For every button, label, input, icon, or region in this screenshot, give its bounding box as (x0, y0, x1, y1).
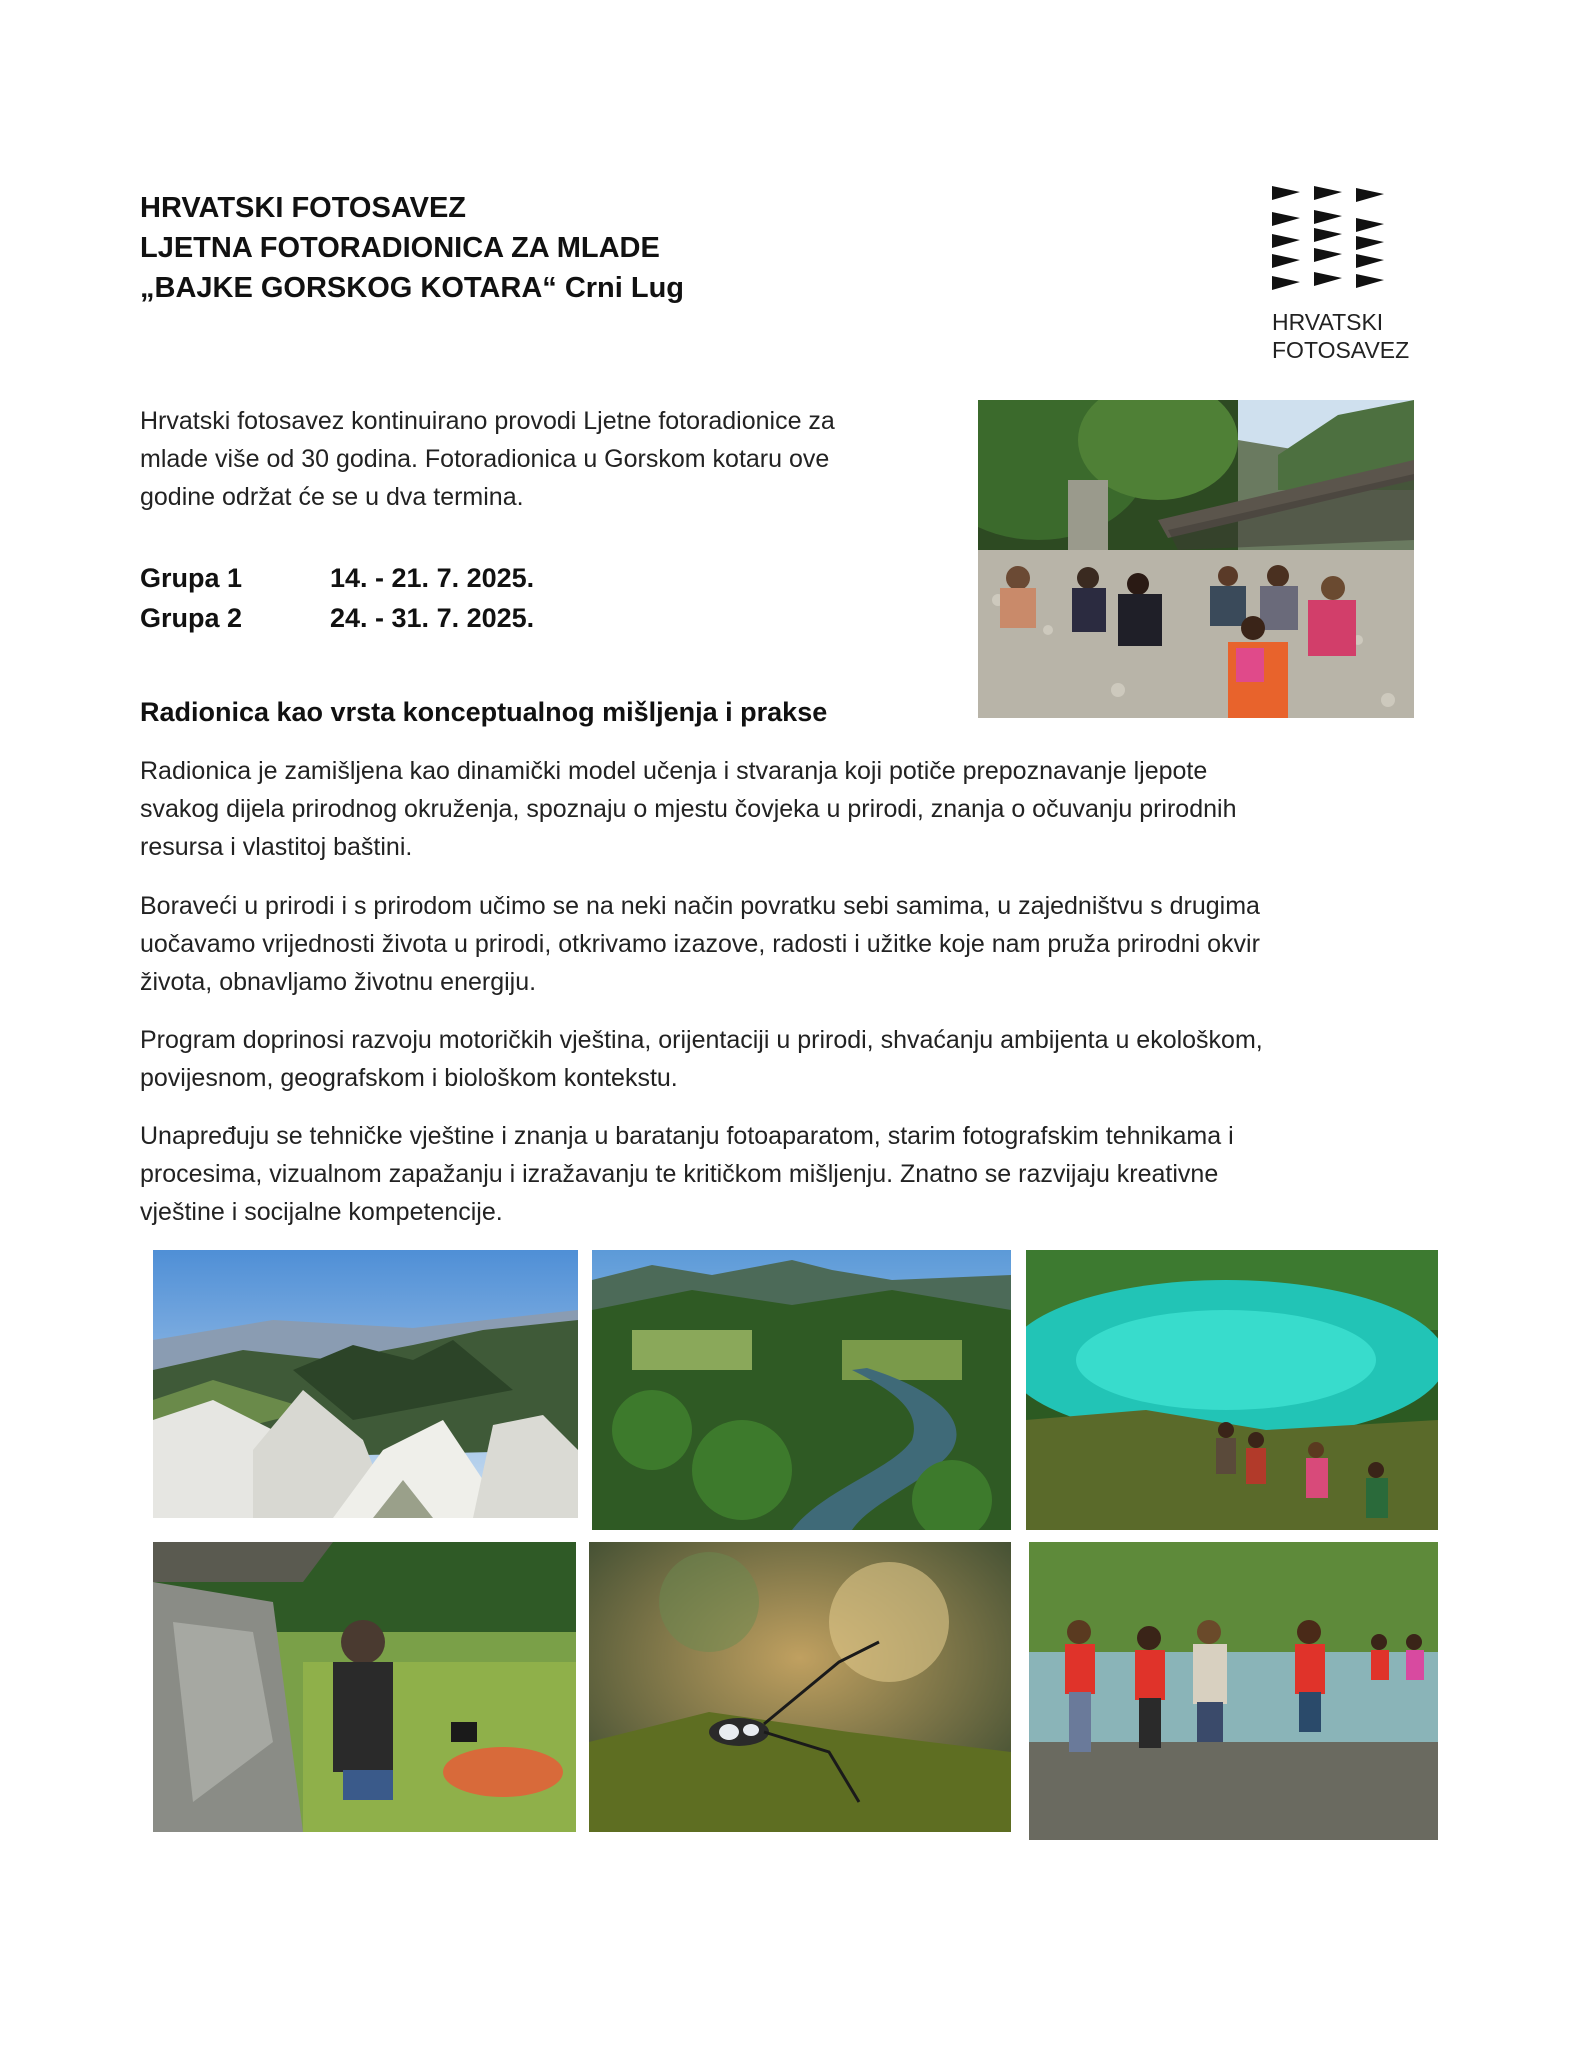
group-name: Grupa 2 (140, 603, 243, 633)
photo-river-valley (592, 1250, 1011, 1530)
intro-line: mlade više od 30 godina. Fotoradionica u Gorskom kotaru ove (140, 445, 830, 473)
photo-mountain-rocks (153, 1250, 578, 1518)
paragraph-line: resursa i vlastitoj baštini. (140, 833, 413, 861)
group-name: Grupa 1 (140, 563, 243, 593)
body-paragraph-2 (140, 887, 1440, 1001)
section-heading: Radionica kao vrsta konceptualnog mišljenja i prakse (140, 697, 828, 727)
header-title-line-2: LJETNA FOTORADIONICA ZA MLADE (140, 232, 660, 264)
paragraph-line: svakog dijela prirodnog okruženja, spoznaju o mjestu čovjeka u prirodi, znanja o očuvanju prirodnih (140, 795, 1237, 823)
photo-turquoise-lake (1026, 1250, 1438, 1530)
logo-wordmark (1272, 308, 1409, 364)
logo-text-line-2: FOTOSAVEZ (1272, 337, 1410, 363)
body-paragraph-1 (140, 752, 1440, 866)
paragraph-line: procesima, vizualnom zapažanju i izražavanju te kritičkom mišljenju. Znatno se razvijaju kreativne (140, 1160, 1219, 1188)
logo-text-line-1: HRVATSKI (1272, 309, 1384, 335)
header-title-line-1: HRVATSKI FOTOSAVEZ (140, 192, 467, 224)
paragraph-line: Unapređuju se tehničke vještine i znanja u baratanju fotoaparatom, starim fotografskim tehnikama i (140, 1122, 1234, 1150)
paragraph-line: života, obnavljamo životnu energiju. (140, 968, 537, 996)
paragraph-line: vještine i socijalne kompetencije. (140, 1198, 503, 1226)
group-row-2 (140, 598, 534, 638)
photo-hikers-stream (1029, 1542, 1438, 1840)
paragraph-line: uočavamo vrijednosti života u prirodi, otkrivamo izazove, radosti i užitke koje nam pruža prirodni okvir (140, 930, 1260, 958)
paragraph-line: povijesnom, geografskom i biološkom kontekstu. (140, 1064, 678, 1092)
group-row-1 (140, 558, 534, 598)
group-dates: 24. - 31. 7. 2025. (330, 603, 535, 633)
paragraph-line: Program doprinosi razvoju motoričkih vještina, orijentaciji u prirodi, shvaćanju ambijenta u ekološkom, (140, 1026, 1263, 1054)
intro-line: godine održat će se u dva termina. (140, 483, 524, 511)
intro-line: Hrvatski fotosavez kontinuirano provodi Ljetne fotoradionice za (140, 407, 835, 435)
group-dates: 14. - 21. 7. 2025. (330, 563, 535, 593)
body-paragraph-4 (140, 1117, 1440, 1231)
paragraph-line: Radionica je zamišljena kao dinamički model učenja i stvaranja koji potiče prepoznavanje ljepote (140, 757, 1208, 785)
header-title-line-3: „BAJKE GORSKOG KOTARA“ Crni Lug (140, 272, 685, 304)
photo-beetle-on-moss (589, 1542, 1011, 1832)
photo-group-riverbank (978, 400, 1414, 718)
intro-paragraph (140, 402, 940, 516)
body-paragraph-3 (140, 1021, 1440, 1097)
photo-photographers-meadow (153, 1542, 576, 1832)
paragraph-line: Boraveći u prirodi i s prirodom učimo se na neki način povratku sebi samima, u zajedništvu s drugima (140, 892, 1260, 920)
